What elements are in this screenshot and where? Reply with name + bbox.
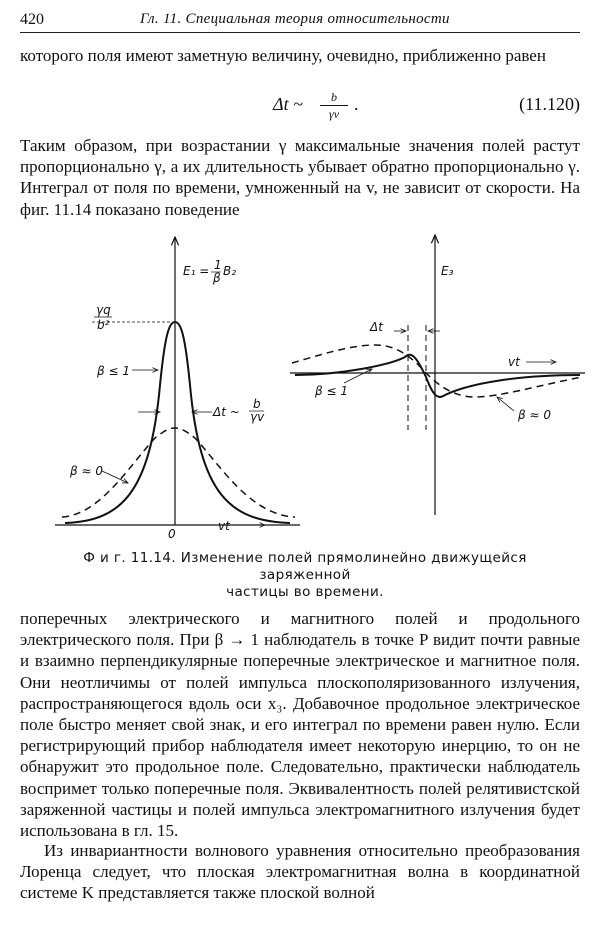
right-nonrelativistic-label: β ≈ 0 — [518, 408, 551, 422]
equation-numerator: b — [331, 90, 337, 104]
right-width-label: Δt — [370, 320, 383, 334]
caption-line-2: частицы во времени. — [226, 584, 384, 600]
left-origin-label: 0 — [168, 527, 176, 541]
left-vt-label: vt — [218, 519, 230, 533]
peak-label-den: b² — [97, 318, 110, 332]
e1-frac-den: β — [213, 271, 221, 285]
equation-number: (11.120) — [519, 94, 580, 114]
e1-frac-num: 1 — [214, 258, 222, 272]
left-nonrelativistic-label: β ≈ 0 — [70, 464, 103, 478]
right-relativistic-label: β ≤ 1 — [315, 384, 348, 398]
left-relativistic-label: β ≤ 1 — [97, 364, 130, 378]
equation-11-120 — [20, 90, 580, 130]
paragraph-2: Таким образом, при возрастании γ максимальные значения полей растут пропорционально γ, а их длительность убывает обратно пропорционально γ. Интеграл от поля по времени, умноженный на v, не зависит от скорости. На фиг. 11.14 показано поведение — [20, 136, 580, 219]
paragraph-4: Из инвариантности волнового уравнения относительно преобразования Лоренца следует, что плоская электромагнитная волна в координатной системе K представляется также плоской волной — [20, 841, 580, 903]
right-panel — [290, 235, 585, 515]
paragraph-3: поперечных электрического и магнитного полей и продольного электрического поля. При β → 1 наблюдатель в точке P видит почти равные и взаимно перпендикулярные поперечные электрическое и магнитное поля. Они неотличимы от полей импульса плоскополяризованного излучения, распространяющегося вдоль оси x₃. Добавочное продольное электрическое поле быстро меняет свой знак, и его интеграл по времени равен нулю. Если регистрирующий прибор наблюдателя имеет некоторую инерцию, то он не обнаружит это продольное поле. Следовательно, практически наблюдатель воспримет только поперечные поля. Эквивалентность полей релятивистской заряженной частицы и полей импульса электромагнитного излучения будет использована в гл. 15. — [20, 609, 580, 841]
e1-label: E₁ = — [183, 264, 210, 278]
peak-label-num: γq — [96, 303, 111, 317]
fraction-bar — [320, 105, 348, 106]
left-panel — [55, 237, 300, 541]
caption-line-1: Ф и г. 11.14. Изменение полей прямолинейно движущейся заряженной — [83, 550, 527, 583]
equation-period: . — [354, 94, 359, 114]
equation-lhs: Δt ~ — [273, 94, 303, 114]
equation-fraction — [320, 90, 348, 121]
figure-caption — [50, 550, 560, 601]
paragraph-1: которого поля имеют заметную величину, очевидно, приближенно равен — [20, 46, 546, 65]
arrow-to-nonrelativistic-curve — [102, 471, 128, 483]
right-vt-label: vt — [508, 355, 520, 369]
width-frac-num: b — [253, 397, 261, 411]
width-frac-den: γv — [250, 410, 265, 424]
page-number: 420 — [20, 11, 44, 28]
b2-label: B₂ — [223, 264, 237, 278]
figure-11-14 — [0, 225, 600, 545]
arrow-to-right-nonrelativistic — [497, 397, 514, 411]
width-label: Δt ~ — [213, 405, 240, 419]
e3-label: E₃ — [441, 264, 454, 278]
equation-denominator: γv — [328, 107, 340, 121]
page-header — [20, 10, 580, 33]
running-title: Гл. 11. Специальная теория относительности — [140, 11, 450, 27]
